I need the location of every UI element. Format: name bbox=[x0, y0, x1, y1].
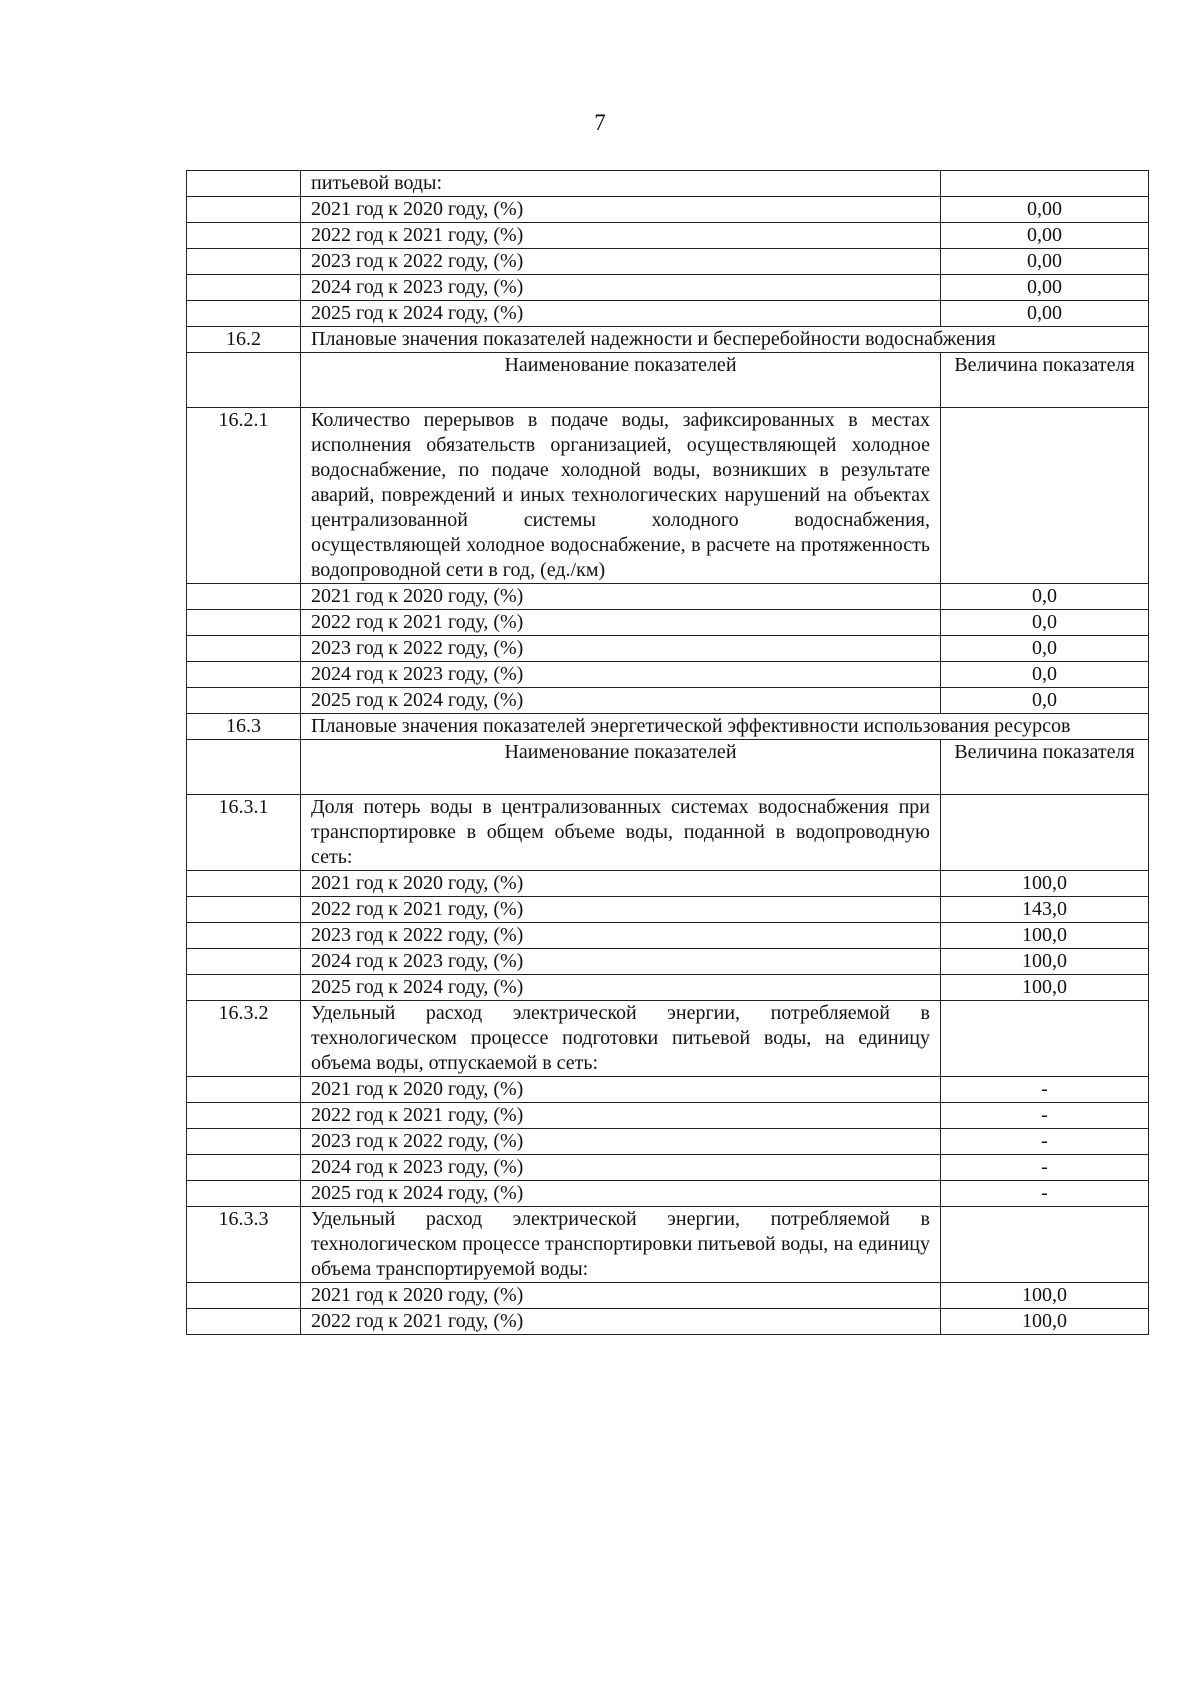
row-value: 0,00 bbox=[941, 249, 1149, 275]
section-row bbox=[187, 327, 1149, 353]
number-cell bbox=[187, 171, 301, 197]
table-row bbox=[187, 923, 1149, 949]
row-value: 0,00 bbox=[941, 223, 1149, 249]
row-value: 100,0 bbox=[941, 871, 1149, 897]
item-row bbox=[187, 408, 1149, 584]
row-label: 2023 год к 2022 году, (%) bbox=[301, 923, 941, 949]
item-number: 16.3.3 bbox=[187, 1207, 301, 1283]
header-value: Величина показателя bbox=[941, 353, 1149, 408]
table-row bbox=[187, 1155, 1149, 1181]
table-row bbox=[187, 171, 1149, 197]
row-value: 100,0 bbox=[941, 923, 1149, 949]
item-number: 16.2.1 bbox=[187, 408, 301, 584]
row-label: 2021 год к 2020 году, (%) bbox=[301, 871, 941, 897]
row-value: 0,0 bbox=[941, 636, 1149, 662]
table-row bbox=[187, 1129, 1149, 1155]
table-row bbox=[187, 1309, 1149, 1335]
item-number: 16.3.2 bbox=[187, 1001, 301, 1077]
row-value: 100,0 bbox=[941, 1309, 1149, 1335]
header-row bbox=[187, 353, 1149, 408]
table-row bbox=[187, 949, 1149, 975]
row-label: 2022 год к 2021 году, (%) bbox=[301, 610, 941, 636]
section-title: Плановые значения показателей надежности и бесперебойности водоснабжения bbox=[301, 327, 1149, 353]
row-label: 2022 год к 2021 году, (%) bbox=[301, 1309, 941, 1335]
row-value: 0,0 bbox=[941, 584, 1149, 610]
value-cell bbox=[941, 171, 1149, 197]
table-row bbox=[187, 897, 1149, 923]
row-value: 143,0 bbox=[941, 897, 1149, 923]
item-number: 16.3.1 bbox=[187, 795, 301, 871]
table-row bbox=[187, 1103, 1149, 1129]
row-label: 2022 год к 2021 году, (%) bbox=[301, 223, 941, 249]
row-label: 2023 год к 2022 году, (%) bbox=[301, 636, 941, 662]
table-row bbox=[187, 1181, 1149, 1207]
row-value: - bbox=[941, 1077, 1149, 1103]
row-label: 2021 год к 2020 году, (%) bbox=[301, 584, 941, 610]
table-row bbox=[187, 301, 1149, 327]
item-text: Удельный расход электрической энергии, потребляемой в технологическом процессе транспортировки питьевой воды, на единицу объема транспортируемой воды: bbox=[301, 1207, 941, 1283]
item-row bbox=[187, 1001, 1149, 1077]
header-value: Величина показателя bbox=[941, 740, 1149, 795]
row-value: 0,0 bbox=[941, 610, 1149, 636]
row-value: 100,0 bbox=[941, 1283, 1149, 1309]
table-row bbox=[187, 662, 1149, 688]
table-row bbox=[187, 1283, 1149, 1309]
item-text: Удельный расход электрической энергии, потребляемой в технологическом процессе подготовки питьевой воды, на единицу объема воды, отпускаемой в сеть: bbox=[301, 1001, 941, 1077]
table-row bbox=[187, 223, 1149, 249]
row-label: 2025 год к 2024 году, (%) bbox=[301, 688, 941, 714]
table-row bbox=[187, 871, 1149, 897]
row-label: 2025 год к 2024 году, (%) bbox=[301, 1181, 941, 1207]
table-row bbox=[187, 1077, 1149, 1103]
row-value: 0,0 bbox=[941, 688, 1149, 714]
table-row bbox=[187, 688, 1149, 714]
row-value: 0,00 bbox=[941, 301, 1149, 327]
table-row bbox=[187, 975, 1149, 1001]
section-number: 16.2 bbox=[187, 327, 301, 353]
page-number: 7 bbox=[594, 110, 606, 135]
row-label: 2024 год к 2023 году, (%) bbox=[301, 949, 941, 975]
row-label: 2023 год к 2022 году, (%) bbox=[301, 249, 941, 275]
section-number: 16.3 bbox=[187, 714, 301, 740]
item-row bbox=[187, 795, 1149, 871]
row-label: 2022 год к 2021 году, (%) bbox=[301, 897, 941, 923]
row-label: 2024 год к 2023 году, (%) bbox=[301, 275, 941, 301]
row-label: 2025 год к 2024 году, (%) bbox=[301, 975, 941, 1001]
row-value: 100,0 bbox=[941, 975, 1149, 1001]
row-value: 0,00 bbox=[941, 197, 1149, 223]
header-name: Наименование показателей bbox=[301, 353, 941, 408]
row-value: - bbox=[941, 1181, 1149, 1207]
table-row bbox=[187, 249, 1149, 275]
section-title: Плановые значения показателей энергетической эффективности использования ресурсов bbox=[301, 714, 1149, 740]
row-value: - bbox=[941, 1155, 1149, 1181]
row-label: 2021 год к 2020 году, (%) bbox=[301, 1077, 941, 1103]
table-row bbox=[187, 584, 1149, 610]
indicators-table bbox=[186, 170, 1149, 1335]
table-row bbox=[187, 197, 1149, 223]
row-label: 2022 год к 2021 году, (%) bbox=[301, 1103, 941, 1129]
row-label: 2024 год к 2023 году, (%) bbox=[301, 1155, 941, 1181]
row-label: 2021 год к 2020 году, (%) bbox=[301, 197, 941, 223]
row-label: 2025 год к 2024 году, (%) bbox=[301, 301, 941, 327]
item-row bbox=[187, 1207, 1149, 1283]
table-row bbox=[187, 610, 1149, 636]
header-row bbox=[187, 740, 1149, 795]
table-row bbox=[187, 636, 1149, 662]
row-value: 0,00 bbox=[941, 275, 1149, 301]
table-row bbox=[187, 275, 1149, 301]
section-row bbox=[187, 714, 1149, 740]
header-name: Наименование показателей bbox=[301, 740, 941, 795]
item-text: Количество перерывов в подаче воды, зафиксированных в местах исполнения обязательств организацией, осуществляющей холодное водоснабжение, по подаче холодной воды, возникших в результате аварий, повреждений и иных технологических нарушений на объектах централизованной системы холодного водоснабжения, осуществляющей холодное водоснабжение, в расчете на протяженность водопроводной сети в год, (ед./км) bbox=[301, 408, 941, 584]
row-label: 2024 год к 2023 году, (%) bbox=[301, 662, 941, 688]
item-text: Доля потерь воды в централизованных системах водоснабжения при транспортировке в общем объеме воды, поданной в водопроводную сеть: bbox=[301, 795, 941, 871]
row-value: - bbox=[941, 1129, 1149, 1155]
row-caption: питьевой воды: bbox=[301, 171, 941, 197]
row-value: - bbox=[941, 1103, 1149, 1129]
row-value: 0,0 bbox=[941, 662, 1149, 688]
row-label: 2023 год к 2022 году, (%) bbox=[301, 1129, 941, 1155]
row-value: 100,0 bbox=[941, 949, 1149, 975]
row-label: 2021 год к 2020 году, (%) bbox=[301, 1283, 941, 1309]
